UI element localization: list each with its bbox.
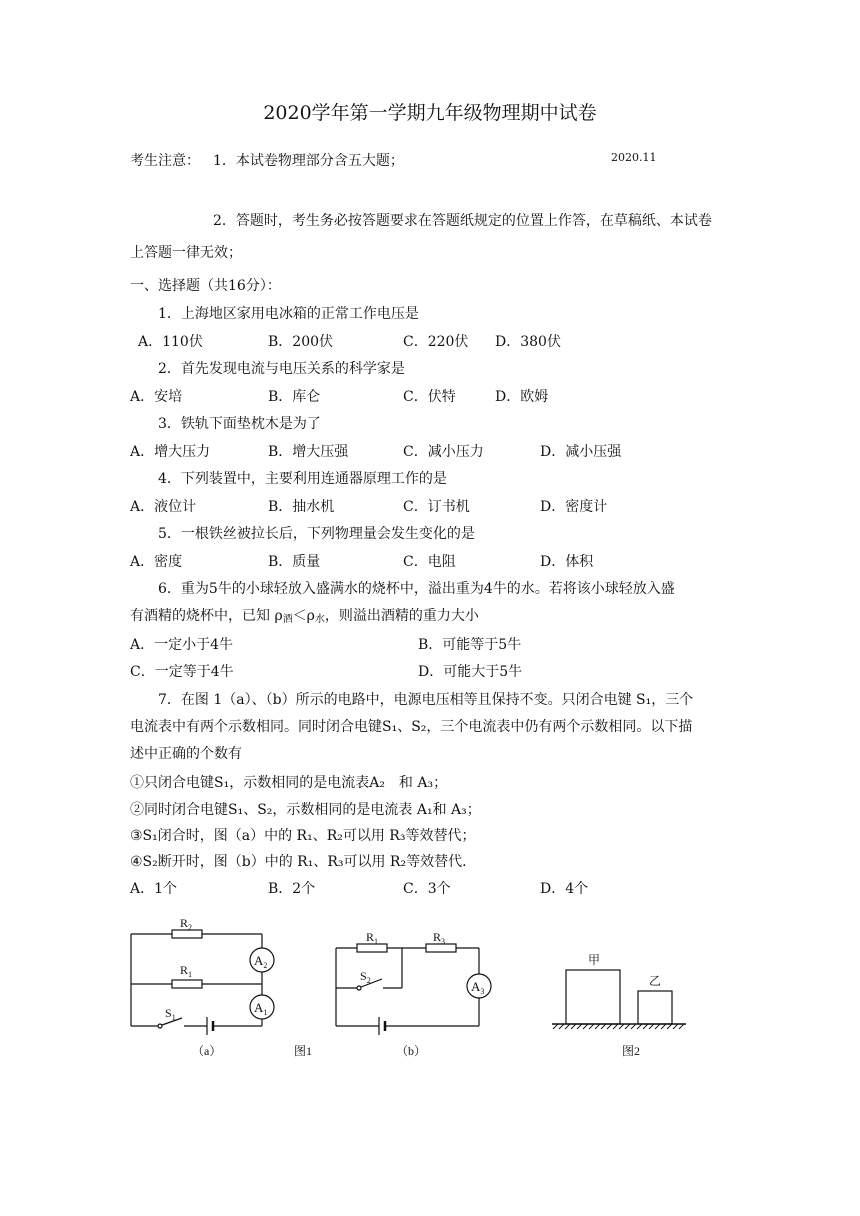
question-5-stem: 5．一根铁丝被拉长后，下列物理量会发生变化的是 xyxy=(158,526,475,542)
q7-option-a: A．1个 xyxy=(130,881,178,897)
label-a3: $A_3$ xyxy=(471,979,485,996)
q6-option-a: A．一定小于4牛 xyxy=(130,637,234,653)
q7-statement-3: ③S₁闭合时，图（a）中的 R₁、R₂可以用 R₃等效替代； xyxy=(130,828,476,844)
notice-item-2-line2: 上答题一律无效； xyxy=(130,245,242,261)
question-6-stem-line1: 6．重为5牛的小球轻放入盛满水的烧杯中，溢出重为4牛的水。若将该小球轻放入盛 xyxy=(158,581,675,597)
label-yi: 乙 xyxy=(649,974,662,988)
rho-water-sub: 水 xyxy=(314,614,325,625)
q1-option-c: C．220伏 xyxy=(403,334,469,350)
q6-text-a: 有酒精的烧杯中，已知 ρ xyxy=(130,608,283,624)
q4-option-d: D．密度计 xyxy=(540,499,608,515)
exam-date: 2020.11 xyxy=(611,151,657,164)
q1-option-b: B．200伏 xyxy=(268,334,334,350)
question-7-stem-line3: 述中正确的个数有 xyxy=(130,746,242,762)
q2-option-a: A．安培 xyxy=(130,389,183,405)
q2-option-b: B．库仑 xyxy=(268,389,321,405)
blocks-diagram xyxy=(552,970,686,1029)
q6-option-b: B．可能等于5牛 xyxy=(418,637,522,653)
q2-option-c: C．伏特 xyxy=(403,389,456,405)
q7-statement-2: ②同时闭合电键S₁、S₂，示数相同的是电流表 A₁和 A₃； xyxy=(130,802,481,818)
section-heading: 一、选择题（共16分）： xyxy=(130,278,281,294)
q2-option-d: D．欧姆 xyxy=(495,389,549,405)
notice-item-1: 1．本试卷物理部分含五大题； xyxy=(213,153,404,169)
rho-alcohol-sub: 酒 xyxy=(282,614,293,625)
label-a2: $A_2$ xyxy=(254,953,268,970)
q6-option-d: D．可能大于5牛 xyxy=(418,664,523,680)
label-r1-b: $R_1$ xyxy=(366,930,379,946)
switch-s1-contact xyxy=(158,1024,162,1028)
q5-option-b: B．质量 xyxy=(268,554,321,570)
page-title: 2020学年第一学期九年级物理期中试卷 xyxy=(263,102,597,124)
q3-option-c: C．减小压力 xyxy=(403,444,484,460)
q4-option-b: B．抽水机 xyxy=(268,499,335,515)
resistor-r2 xyxy=(172,930,202,938)
q5-option-a: A．密度 xyxy=(130,554,183,570)
question-3-stem: 3．铁轨下面垫枕木是为了 xyxy=(158,416,321,432)
caption-fig-a: （a） xyxy=(192,1044,222,1058)
q4-option-c: C．订书机 xyxy=(403,499,470,515)
q6-text-b: ＜ρ xyxy=(292,608,315,624)
q7-option-b: B．2个 xyxy=(268,881,316,897)
circuit-diagram-a xyxy=(131,930,274,1035)
q5-option-c: C．电阻 xyxy=(403,554,456,570)
q1-option-a: A．110伏 xyxy=(138,334,203,350)
label-r3: $R_3$ xyxy=(433,930,446,946)
caption-fig-b: （b） xyxy=(396,1044,427,1058)
q7-option-d: D．4个 xyxy=(540,881,589,897)
q7-statement-1: ①只闭合电键S₁，示数相同的是电流表A₂ 和 A₃； xyxy=(130,775,448,791)
notice-label: 考生注意： xyxy=(130,153,200,169)
q1-option-d: D．380伏 xyxy=(495,334,561,350)
block-yi xyxy=(638,991,672,1024)
q4-option-a: A．液位计 xyxy=(130,499,197,515)
caption-fig-2: 图2 xyxy=(622,1044,641,1058)
question-2-stem: 2．首先发现电流与电压关系的科学家是 xyxy=(158,361,405,377)
label-s2: $S_2$ xyxy=(360,969,371,985)
question-1-stem: 1．上海地区家用电冰箱的正常工作电压是 xyxy=(158,306,419,322)
block-jia xyxy=(566,970,620,1024)
label-a1: $A_1$ xyxy=(254,1000,268,1017)
question-7-stem-line2: 电流表中有两个示数相同。同时闭合电键S₁、S₂，三个电流表中仍有两个示数相同。以下描 xyxy=(130,719,693,735)
notice-item-2-line1: 2．答题时，考生务必按答题要求在答题纸规定的位置上作答，在草稿纸、本试卷 xyxy=(213,213,712,229)
label-jia: 甲 xyxy=(588,953,601,967)
switch-s2-contact xyxy=(357,986,361,990)
q5-option-d: D．体积 xyxy=(540,554,594,570)
q3-option-b: B．增大压强 xyxy=(268,444,349,460)
resistor-r1-b xyxy=(357,944,387,952)
label-r1-a: $R_1$ xyxy=(180,963,193,979)
q7-statement-4: ④S₂断开时，图（b）中的 R₁、R₃可以用 R₂等效替代. xyxy=(130,854,467,870)
q7-option-c: C．3个 xyxy=(403,881,451,897)
q6-text-c: ，则溢出酒精的重力大小 xyxy=(324,608,479,624)
question-7-stem-line1: 7．在图 1（a）、（b）所示的电路中，电源电压相等且保持不变。只闭合电键 S₁，三个 xyxy=(158,692,694,708)
label-s1: $S_1$ xyxy=(165,1006,176,1022)
q6-option-c: C．一定等于4牛 xyxy=(130,664,234,680)
q3-option-d: D．减小压强 xyxy=(540,444,622,460)
label-r2: $R_2$ xyxy=(180,916,193,932)
resistor-r1-a xyxy=(172,980,202,988)
circuit-diagram-b xyxy=(336,944,491,1035)
q3-option-a: A．增大压力 xyxy=(130,444,211,460)
question-4-stem: 4．下列装置中，主要利用连通器原理工作的是 xyxy=(158,471,447,487)
caption-fig-1: 图1 xyxy=(294,1044,313,1058)
